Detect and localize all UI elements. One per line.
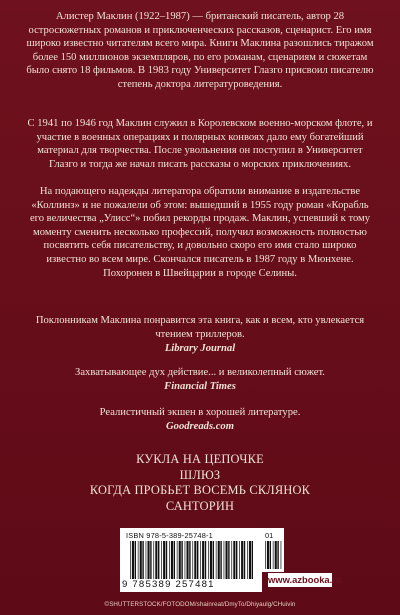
- review-quote-1: [24, 314, 376, 355]
- quote-text: Реалистичный экшен в хорошей литературе.: [99, 407, 301, 418]
- book-title: САНТОРИН: [165, 498, 235, 513]
- barcode: [120, 528, 262, 592]
- about-paragraph-2: С 1941 по 1946 год Маклин служил в Королевском военно-морском флоте, и участие в военных операциях и полярных конвоях дало ему богатейший материал для творчества. После увольнения он поступил в Университет Глазго и тогда же начал писать рассказы о морских приключениях.: [27, 118, 373, 170]
- addon-number: 01: [265, 531, 274, 540]
- book-title: КУКЛА НА ЦЕПОЧКЕ: [136, 452, 264, 466]
- book-list: [0, 452, 400, 514]
- barcode-addon: [262, 528, 284, 572]
- book-title: КОГДА ПРОБЬЕТ ВОСЕМЬ СКЛЯНОК: [89, 483, 311, 498]
- quote-text: Поклонникам Маклина понравится эта книга, как и всем, кто увлекается чтением триллеров.: [35, 315, 365, 340]
- quote-text: Захватывающее дух действие... и великолепный сюжет.: [75, 367, 325, 378]
- publisher-website: www.azbooka.ru: [268, 574, 342, 585]
- addon-bars-icon: [265, 541, 282, 569]
- review-quote-2: [24, 366, 376, 394]
- quote-source: Library Journal: [164, 342, 236, 354]
- about-paragraph-1: Алистер Маклин (1922–1987) — британский писатель, автор 28 остросюжетных романов и приключенческих рассказов, сценарист. Его имя широко известно читателям всего мира. Книги Маклина разошлись тиражом более 150 миллионов экземпляров, по его романам, сценариям и сюжетам было снято 18 фильмов. В 1983 году Университет Глазго присвоил писателю степень доктора литературоведения.: [26, 11, 374, 90]
- quote-source: Financial Times: [164, 380, 236, 392]
- barcode-bars-icon: [130, 541, 254, 579]
- quote-source: Goodreads.com: [166, 420, 234, 432]
- isbn-number: ISBN 978-5-389-25748-1: [126, 531, 213, 540]
- book-title: ШЛЮЗ: [179, 467, 221, 482]
- about-paragraph-3: На подающего надежды литератора обратили внимание в издательстве «Коллинз» и не пожалели об этом: вышедший в 1955 году роман «Корабль его величества „Улисс“» побил рекорды продаж. Маклин, успевший к тому моменту сменить несколько профессий, получил возможность полностью посвятить себя писательству, и довольно скоро его имя стало широко известно во всем мире. Скончался писатель в 1987 году в Мюнхене. Похоронен в Швейцарии в городе Селины.: [29, 186, 371, 279]
- ean-digits: 9 785389 257481: [122, 579, 215, 590]
- photo-credits: ©SHUTTERSTOCK/FOTODOM/shainreat/DmyTo/Dhiyaulg/CHuivin: [104, 601, 296, 608]
- review-quote-3: [24, 406, 376, 434]
